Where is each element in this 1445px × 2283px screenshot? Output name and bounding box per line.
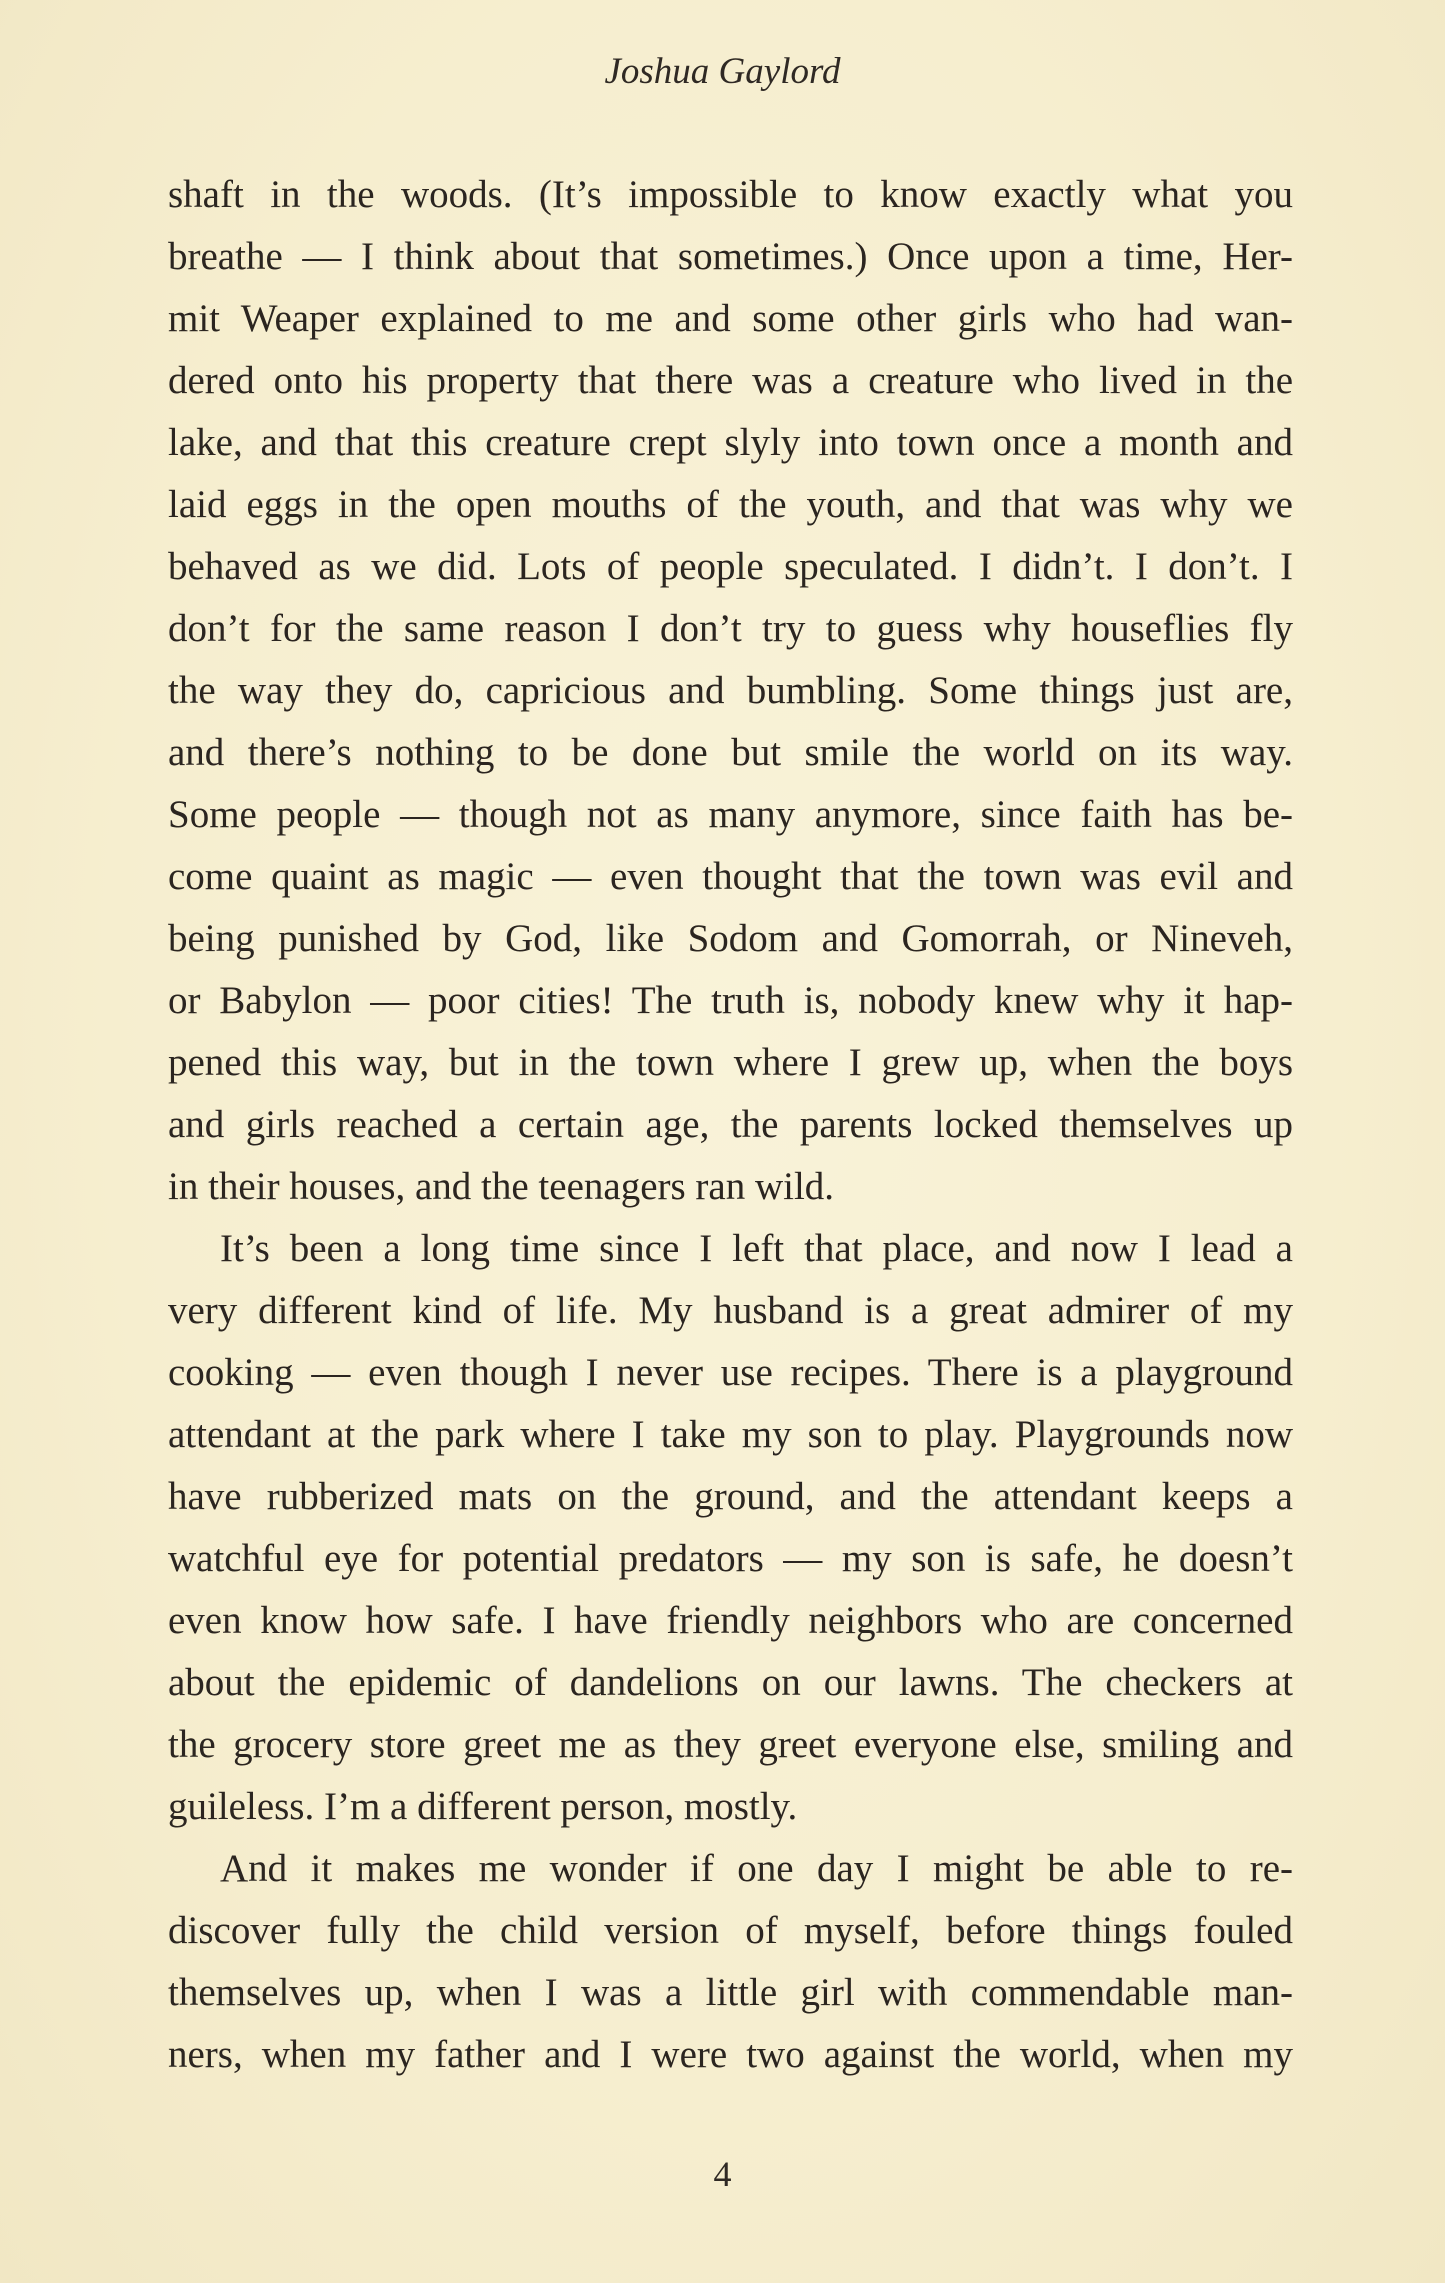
text-line: attendant at the park where I take my son to play. Playgrounds now: [168, 1413, 1293, 1456]
page-number: 4: [713, 2154, 732, 2194]
paragraph: [168, 1218, 1293, 1838]
text-line: breathe — I think about that sometimes.) Once upon a time, Her-: [168, 235, 1293, 278]
text-line: And it makes me wonder if one day I might be able to re-: [220, 1847, 1293, 1890]
paragraph: [168, 1838, 1293, 2086]
running-head: Joshua Gaylord: [604, 51, 841, 92]
text-line: watchful eye for potential predators — my son is safe, he doesn’t: [168, 1537, 1293, 1580]
text-line: cooking — even though I never use recipes. There is a playground: [168, 1351, 1293, 1394]
text-line: shaft in the woods. (It’s impossible to know exactly what you: [168, 173, 1293, 216]
text-line: mit Weaper explained to me and some other girls who had wan-: [168, 297, 1293, 340]
text-line: guileless. I’m a different person, mostly.: [168, 1785, 798, 1828]
text-line: laid eggs in the open mouths of the youth, and that was why we: [168, 483, 1293, 526]
text-line: discover fully the child version of myself, before things fouled: [168, 1909, 1293, 1952]
text-line: behaved as we did. Lots of people speculated. I didn’t. I don’t. I: [168, 545, 1293, 588]
text-line: come quaint as magic — even thought that the town was evil and: [168, 855, 1293, 898]
text-line: and there’s nothing to be done but smile the world on its way.: [168, 731, 1293, 774]
text-line: the way they do, capricious and bumbling. Some things just are,: [168, 669, 1293, 712]
text-line: about the epidemic of dandelions on our lawns. The checkers at: [168, 1661, 1293, 1704]
text-line: Some people — though not as many anymore, since faith has be-: [168, 793, 1293, 836]
text-line: even know how safe. I have friendly neighbors who are concerned: [168, 1599, 1293, 1642]
body-text: [168, 164, 1293, 2086]
paragraph: [168, 164, 1293, 1218]
text-line: themselves up, when I was a little girl with commendable man-: [168, 1971, 1293, 2014]
text-line: dered onto his property that there was a creature who lived in the: [168, 359, 1293, 402]
text-line: or Babylon — poor cities! The truth is, nobody knew why it hap-: [168, 979, 1293, 1022]
text-line: ners, when my father and I were two against the world, when my: [168, 2033, 1293, 2076]
text-line: don’t for the same reason I don’t try to guess why houseflies fly: [168, 607, 1293, 650]
text-line: pened this way, but in the town where I grew up, when the boys: [168, 1041, 1293, 1084]
text-line: have rubberized mats on the ground, and the attendant keeps a: [168, 1475, 1293, 1518]
text-line: and girls reached a certain age, the parents locked themselves up: [168, 1103, 1293, 1146]
text-line: being punished by God, like Sodom and Gomorrah, or Nineveh,: [168, 917, 1293, 960]
text-line: It’s been a long time since I left that place, and now I lead a: [220, 1227, 1293, 1270]
text-line: in their houses, and the teenagers ran wild.: [168, 1165, 835, 1208]
text-line: the grocery store greet me as they greet everyone else, smiling and: [168, 1723, 1293, 1766]
text-line: very different kind of life. My husband is a great admirer of my: [168, 1289, 1293, 1332]
text-line: lake, and that this creature crept slyly into town once a month and: [168, 421, 1293, 464]
